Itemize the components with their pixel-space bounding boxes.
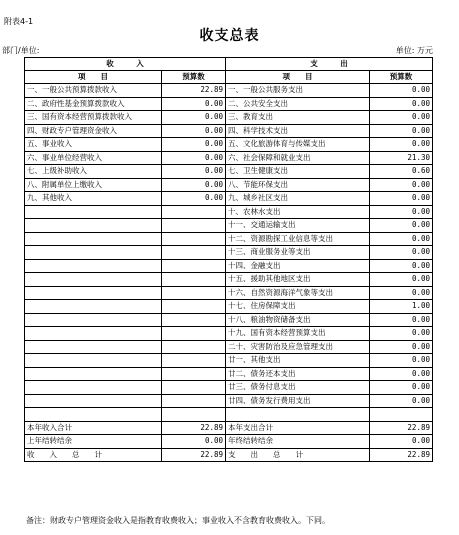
- table-row: [25, 435, 433, 449]
- expense-item-cell: 十三、商业服务业等支出: [226, 246, 370, 260]
- header-row-columns: [25, 71, 433, 84]
- expense-value-cell: [370, 408, 433, 422]
- table-row: [25, 340, 433, 354]
- expense-item-cell: 廿二、债务还本支出: [226, 367, 370, 381]
- income-header: 收 入: [25, 58, 226, 71]
- expense-item-cell: [226, 408, 370, 422]
- budget-table: [24, 57, 433, 462]
- income-item-cell: 八、附属单位上缴收入: [25, 178, 162, 192]
- income-value-cell: [162, 273, 226, 287]
- expense-item-cell: 支 出 总 计: [226, 448, 370, 462]
- income-value-cell: [162, 205, 226, 219]
- expense-header: 支 出: [226, 58, 433, 71]
- expense-value-cell: 0.00: [370, 246, 433, 260]
- footnote: 备注：财政专户管理资金收入是指教育收费收入；事业收入不含教育收费收入。下同。: [26, 516, 330, 525]
- income-value-cell: [162, 340, 226, 354]
- income-value-cell: 0.00: [162, 124, 226, 138]
- income-value-cell: [162, 300, 226, 314]
- expense-item-cell: 三、教育支出: [226, 111, 370, 125]
- expense-value-cell: 0.00: [370, 97, 433, 111]
- income-value-cell: 0.00: [162, 151, 226, 165]
- expense-item-cell: 年终结转结余: [226, 435, 370, 449]
- table-row: [25, 151, 433, 165]
- table-row: [25, 205, 433, 219]
- income-item-cell: [25, 205, 162, 219]
- expense-value-cell: 0.00: [370, 84, 433, 98]
- income-item-cell: 四、财政专户管理资金收入: [25, 124, 162, 138]
- income-item-cell: 九、其他收入: [25, 192, 162, 206]
- income-item-cell: [25, 394, 162, 408]
- table-row: [25, 84, 433, 98]
- table-row: [25, 313, 433, 327]
- income-item-cell: [25, 313, 162, 327]
- expense-item-cell: 九、城乡社区支出: [226, 192, 370, 206]
- expense-item-cell: 十七、住房保障支出: [226, 300, 370, 314]
- income-value-cell: 22.89: [162, 84, 226, 98]
- expense-value-cell: 21.30: [370, 151, 433, 165]
- page-title: 收支总表: [199, 28, 260, 44]
- expense-item-cell: 十八、粮油物资储备支出: [226, 313, 370, 327]
- header-row-sections: [25, 58, 433, 71]
- expense-value-cell: 0.00: [370, 313, 433, 327]
- attachment-label: 附表4-1: [4, 17, 34, 26]
- expense-value-cell: 0.00: [370, 111, 433, 125]
- income-item-cell: [25, 354, 162, 368]
- unit-label: 单位: 万元: [395, 46, 433, 55]
- income-item-cell: 上年结转结余: [25, 435, 162, 449]
- income-item-header: 项 目: [25, 71, 162, 84]
- income-item-cell: 三、国有资本经营预算拨款收入: [25, 111, 162, 125]
- expense-value-cell: 0.00: [370, 192, 433, 206]
- expense-value-cell: 0.00: [370, 124, 433, 138]
- income-item-cell: [25, 286, 162, 300]
- income-item-cell: 五、事业收入: [25, 138, 162, 152]
- expense-item-cell: 十二、资源勘探工业信息等支出: [226, 232, 370, 246]
- expense-item-cell: 十、农林水支出: [226, 205, 370, 219]
- expense-value-cell: 0.60: [370, 165, 433, 179]
- expense-value-cell: 0.00: [370, 273, 433, 287]
- table-row: [25, 246, 433, 260]
- expense-item-cell: 六、社会保障和就业支出: [226, 151, 370, 165]
- income-item-cell: [25, 300, 162, 314]
- table-row: [25, 367, 433, 381]
- income-item-cell: [25, 327, 162, 341]
- expense-value-cell: 0.00: [370, 354, 433, 368]
- expense-item-cell: 七、卫生健康支出: [226, 165, 370, 179]
- income-value-cell: 22.89: [162, 421, 226, 435]
- expense-item-cell: 十九、国有资本经营预算支出: [226, 327, 370, 341]
- income-item-cell: [25, 259, 162, 273]
- table-row: [25, 327, 433, 341]
- table-row: [25, 421, 433, 435]
- income-item-cell: [25, 219, 162, 233]
- expense-item-cell: 四、科学技术支出: [226, 124, 370, 138]
- income-value-cell: 0.00: [162, 178, 226, 192]
- income-item-cell: [25, 246, 162, 260]
- expense-item-cell: 二十、灾害防治及应急管理支出: [226, 340, 370, 354]
- income-item-cell: 收 入 总 计: [25, 448, 162, 462]
- income-item-cell: 七、上级补助收入: [25, 165, 162, 179]
- expense-value-cell: 0.00: [370, 232, 433, 246]
- income-value-cell: 0.00: [162, 165, 226, 179]
- table-row: [25, 381, 433, 395]
- income-item-cell: 二、政府性基金预算拨款收入: [25, 97, 162, 111]
- expense-value-cell: 0.00: [370, 367, 433, 381]
- income-value-cell: 22.89: [162, 448, 226, 462]
- income-value-cell: [162, 354, 226, 368]
- expense-value-cell: 0.00: [370, 219, 433, 233]
- income-value-cell: 0.00: [162, 97, 226, 111]
- table-row: [25, 178, 433, 192]
- expense-item-cell: 廿四、债务发行费用支出: [226, 394, 370, 408]
- expense-item-cell: 一、一般公共服务支出: [226, 84, 370, 98]
- table-row: [25, 97, 433, 111]
- income-value-cell: [162, 232, 226, 246]
- table-row: [25, 111, 433, 125]
- income-value-cell: 0.00: [162, 138, 226, 152]
- expense-item-cell: 十五、援助其他地区支出: [226, 273, 370, 287]
- income-value-cell: [162, 408, 226, 422]
- expense-item-header: 项 目: [226, 71, 370, 84]
- table-row: [25, 448, 433, 462]
- table-row: [25, 259, 433, 273]
- expense-item-cell: 廿一、其他支出: [226, 354, 370, 368]
- income-item-cell: 一、一般公共预算拨款收入: [25, 84, 162, 98]
- income-value-cell: 0.00: [162, 111, 226, 125]
- expense-value-cell: 0.00: [370, 327, 433, 341]
- expense-item-cell: 十四、金融支出: [226, 259, 370, 273]
- table-row: [25, 138, 433, 152]
- income-item-cell: [25, 367, 162, 381]
- table-row: [25, 124, 433, 138]
- table-row: [25, 300, 433, 314]
- income-value-cell: [162, 219, 226, 233]
- income-value-cell: [162, 313, 226, 327]
- expense-budget-header: 预算数: [370, 71, 433, 84]
- expense-value-cell: 0.00: [370, 435, 433, 449]
- table-row: [25, 394, 433, 408]
- income-value-cell: [162, 394, 226, 408]
- expense-value-cell: 0.00: [370, 259, 433, 273]
- income-item-cell: 六、事业单位经营收入: [25, 151, 162, 165]
- expense-item-cell: 十六、自然资源海洋气象等支出: [226, 286, 370, 300]
- income-value-cell: 0.00: [162, 192, 226, 206]
- expense-value-cell: 0.00: [370, 205, 433, 219]
- expense-value-cell: 0.00: [370, 138, 433, 152]
- expense-value-cell: 0.00: [370, 340, 433, 354]
- income-value-cell: [162, 246, 226, 260]
- expense-value-cell: 1.00: [370, 300, 433, 314]
- expense-value-cell: 0.00: [370, 394, 433, 408]
- table-row: [25, 192, 433, 206]
- table-row: [25, 286, 433, 300]
- expense-item-cell: 二、公共安全支出: [226, 97, 370, 111]
- expense-item-cell: 五、文化旅游体育与传媒支出: [226, 138, 370, 152]
- income-value-cell: [162, 367, 226, 381]
- income-value-cell: [162, 327, 226, 341]
- expense-item-cell: 十一、交通运输支出: [226, 219, 370, 233]
- expense-value-cell: 22.89: [370, 421, 433, 435]
- expense-item-cell: 八、节能环保支出: [226, 178, 370, 192]
- table-row: [25, 165, 433, 179]
- income-item-cell: [25, 232, 162, 246]
- income-budget-header: 预算数: [162, 71, 226, 84]
- income-item-cell: [25, 381, 162, 395]
- income-item-cell: 本年收入合计: [25, 421, 162, 435]
- expense-item-cell: 廿三、债务付息支出: [226, 381, 370, 395]
- income-value-cell: [162, 381, 226, 395]
- income-item-cell: [25, 408, 162, 422]
- department-label: 部门/单位:: [2, 46, 40, 55]
- table-row: [25, 408, 433, 422]
- expense-value-cell: 0.00: [370, 381, 433, 395]
- table-row: [25, 354, 433, 368]
- table-row: [25, 273, 433, 287]
- table-row: [25, 219, 433, 233]
- income-value-cell: [162, 259, 226, 273]
- income-item-cell: [25, 273, 162, 287]
- expense-value-cell: 0.00: [370, 178, 433, 192]
- income-item-cell: [25, 340, 162, 354]
- expense-item-cell: 本年支出合计: [226, 421, 370, 435]
- expense-value-cell: 22.89: [370, 448, 433, 462]
- table-row: [25, 232, 433, 246]
- expense-value-cell: 0.00: [370, 286, 433, 300]
- income-value-cell: 0.00: [162, 435, 226, 449]
- income-value-cell: [162, 286, 226, 300]
